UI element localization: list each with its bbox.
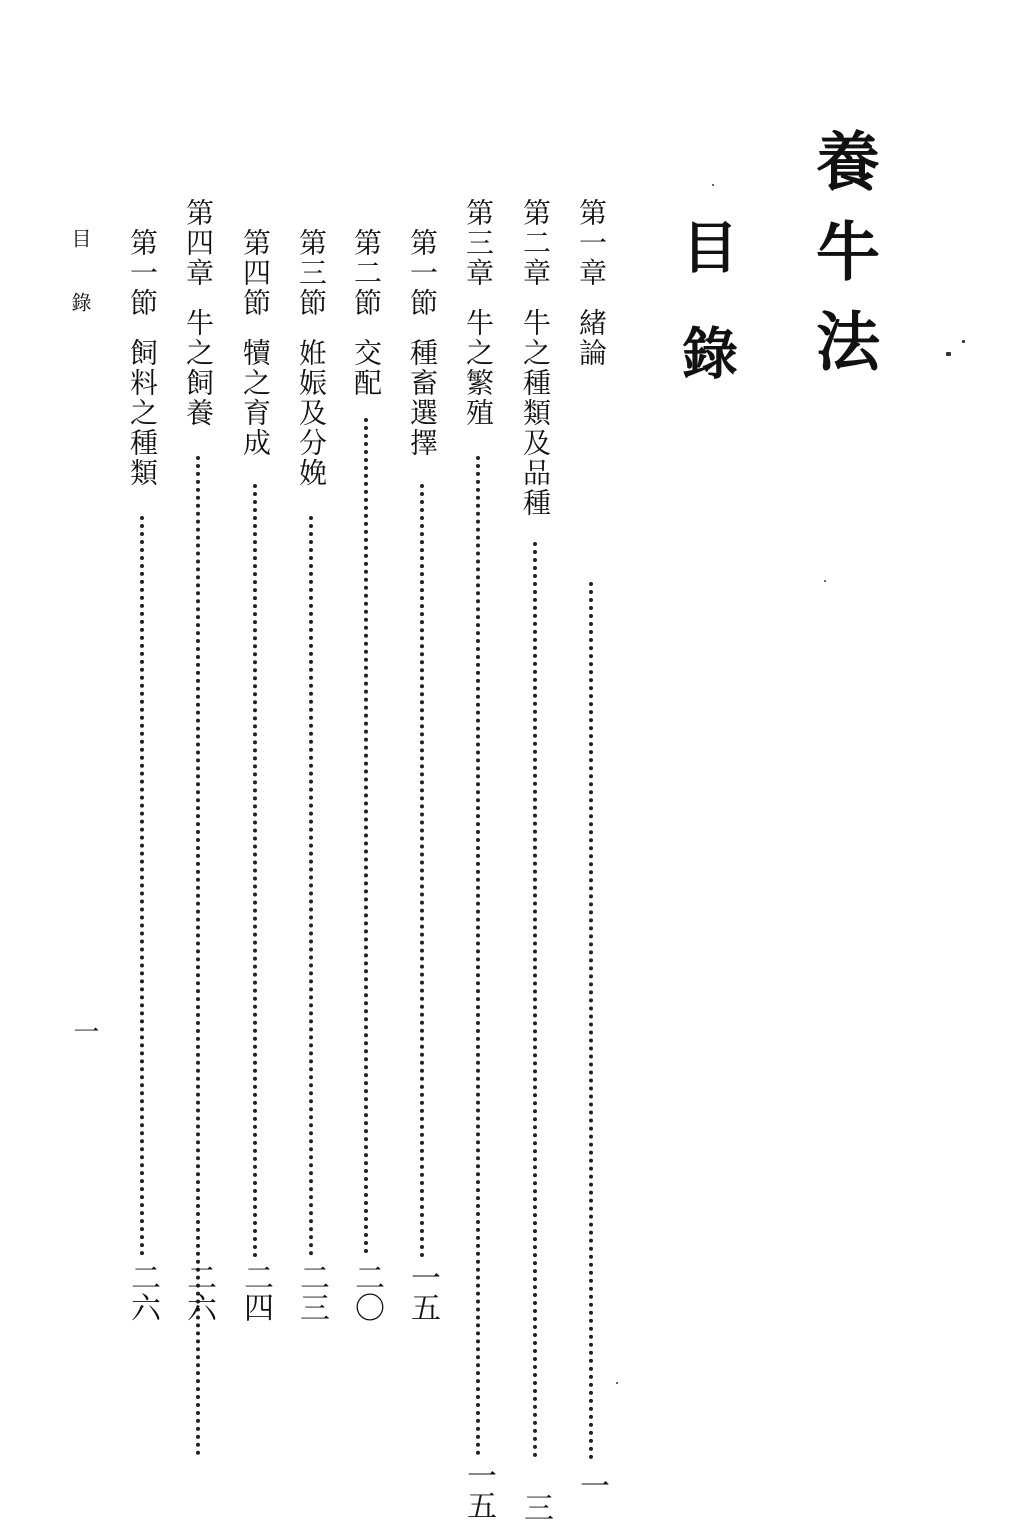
leader-dots (420, 484, 424, 1258)
book-title: 養牛法 (805, 128, 880, 398)
speck (616, 1382, 618, 1384)
toc-entry-page: 二六 (125, 1262, 160, 1322)
toc-entry-level: 第一節 (406, 228, 439, 318)
leader-dots (364, 418, 368, 1254)
toc-entry-page: 一 (574, 1470, 609, 1500)
toc-heading: 目錄 (673, 218, 739, 430)
toc-entry (349, 228, 383, 1338)
toc-entry-title: 種畜選擇 (406, 338, 439, 458)
toc-entry-level: 第二節 (350, 228, 383, 318)
toc-entry-page: 二四 (238, 1262, 273, 1322)
speck (824, 580, 826, 582)
speck (946, 352, 951, 356)
toc-entry-title: 姙娠及分娩 (295, 338, 328, 488)
toc-entry (238, 228, 272, 1338)
toc-entry-title: 犢之育成 (239, 338, 272, 458)
toc-entry-title: 緒論 (575, 308, 608, 368)
leader-dots (253, 484, 257, 1258)
toc-entry-page: 一五 (461, 1460, 496, 1520)
toc-entry (461, 198, 496, 1520)
toc-entry-title: 牛之繁殖 (462, 308, 495, 428)
toc-entry-level: 第三節 (295, 228, 328, 318)
leader-dots (476, 456, 480, 1456)
leader-dots (309, 516, 313, 1256)
running-head: 目錄 (68, 228, 92, 356)
toc-entry-level: 第三章 (462, 198, 495, 288)
leader-dots (533, 542, 537, 1458)
toc-entry-title: 飼料之種類 (126, 338, 159, 488)
speck (962, 340, 965, 343)
toc-entry (405, 228, 439, 1338)
toc-entry-level: 第二章 (519, 198, 552, 288)
toc-entry-title: 牛之飼養 (182, 308, 215, 428)
toc-entry-level: 第四節 (239, 228, 272, 318)
speck (712, 184, 714, 186)
toc-entry-page: 三 (518, 1492, 553, 1522)
leader-dots (140, 516, 144, 1256)
toc-entry-title: 交配 (350, 338, 383, 398)
toc-entry (125, 228, 159, 1338)
toc-entry-level: 第一章 (575, 198, 608, 288)
toc-entry-level: 第一節 (126, 228, 159, 318)
toc-entry-page: 二六 (181, 1262, 216, 1322)
toc-entry-page: 二〇 (349, 1262, 384, 1322)
toc-entry-title: 牛之種類及品種 (519, 308, 552, 518)
toc-entry (294, 228, 328, 1338)
toc-entry (181, 198, 215, 1338)
toc-entry (518, 198, 553, 1522)
toc-entry (574, 198, 609, 1500)
toc-entry-page: 二三 (294, 1262, 329, 1322)
toc-entry-page: 一五 (405, 1262, 440, 1322)
leader-dots (589, 582, 593, 1460)
page-number: 一 (69, 1018, 99, 1044)
toc-entry-level: 第四章 (182, 198, 215, 288)
